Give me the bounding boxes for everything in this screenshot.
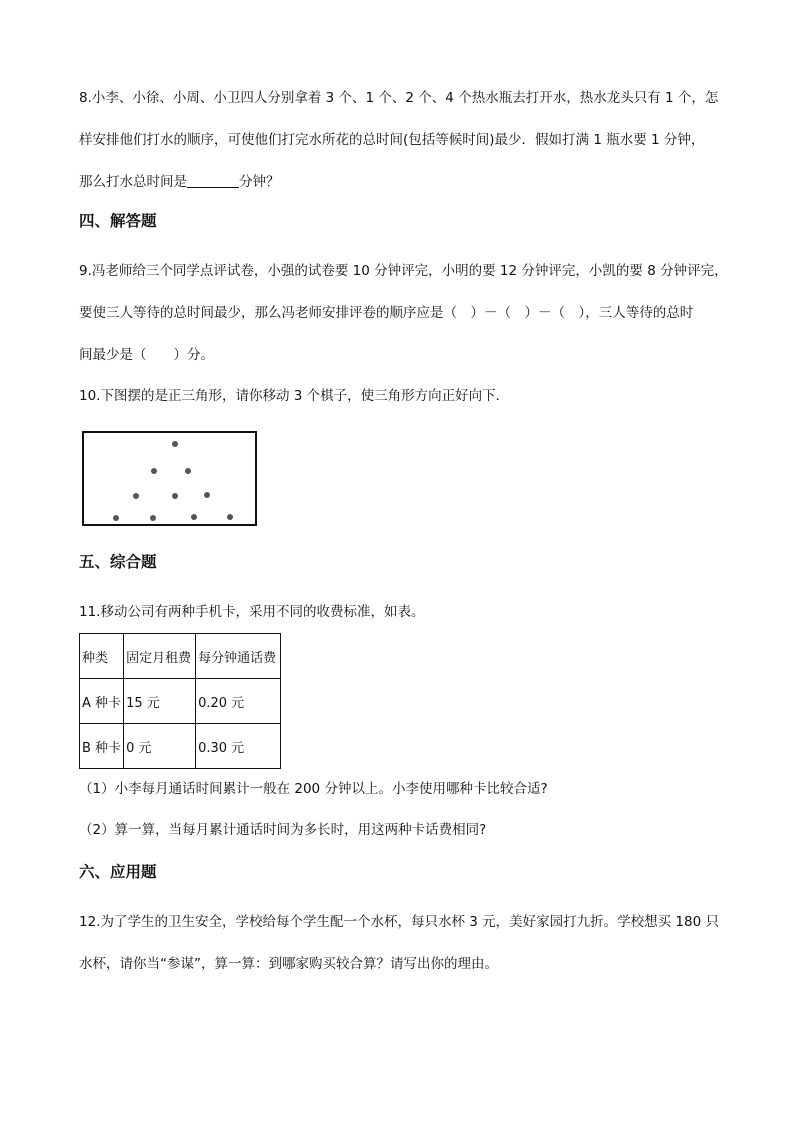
chess-piece[interactable] [191, 514, 197, 520]
table-header-cell: 种类 [80, 634, 124, 679]
chess-piece[interactable] [172, 493, 178, 499]
section-6-heading: 六、应用题 [79, 863, 157, 881]
q8-line-3-before: 那么打水总时间是 [79, 174, 187, 190]
section-4-heading: 四、解答题 [79, 212, 157, 230]
chess-piece[interactable] [204, 492, 210, 498]
chess-piece[interactable] [151, 468, 157, 474]
table-row [80, 679, 281, 724]
triangle-dots-diagram [82, 431, 257, 526]
table-cell: 0.30 元 [196, 724, 281, 769]
q12-line-2: 水杯，请你当“参谋”，算一算：到哪家购买较合算？请写出你的理由。 [79, 956, 498, 972]
q8-line-1: 8.小李、小徐、小周、小卫四人分别拿着 3 个、1 个、2 个、4 个热水瓶去打开水，热水龙头只有 1 个，怎 [79, 90, 719, 106]
section-5-heading: 五、综合题 [79, 553, 157, 571]
table-cell: 0 元 [124, 724, 196, 769]
q9-line-1: 9.冯老师给三个同学点评试卷，小强的试卷要 10 分钟评完，小明的要 12 分钟评完，小凯的要 8 分钟评完， [79, 263, 728, 279]
chess-piece[interactable] [227, 514, 233, 520]
q8-line-3-after: 分钟？ [239, 174, 280, 190]
q10-text: 10.下图摆的是正三角形，请你移动 3 个棋子，使三角形方向正好向下． [79, 388, 510, 404]
q12-line-1: 12.为了学生的卫生安全，学校给每个学生配一个水杯，每只水杯 3 元，美好家园打九折。学校想买 180 只 [79, 914, 719, 930]
q9-line-2: 要使三人等待的总时间最少，那么冯老师安排评卷的顺序应是（ ）－（ ）－（ ），三人等待的总时 [79, 305, 694, 321]
q11-sub-1: （1）小李每月通话时间累计一般在 200 分钟以上。小李使用哪种卡比较合适? [79, 781, 548, 797]
q8-line-3 [79, 172, 280, 192]
chess-piece[interactable] [133, 493, 139, 499]
q8-answer-blank[interactable] [187, 173, 239, 188]
chess-piece[interactable] [150, 515, 156, 521]
q11-intro: 11.移动公司有两种手机卡，采用不同的收费标准，如表。 [79, 604, 425, 620]
q9-line-3: 间最少是（ ）分。 [79, 347, 214, 363]
table-cell: 0.20 元 [196, 679, 281, 724]
q11-sub-2: （2）算一算，当每月累计通话时间为多长时，用这两种卡话费相同? [79, 822, 487, 838]
table-header-row [80, 634, 281, 679]
q8-line-2: 样安排他们打水的顺序，可使他们打完水所花的总时间(包括等候时间)最少．假如打满 1 瓶水要 1 分钟， [79, 132, 705, 148]
fee-table [79, 633, 281, 769]
chess-piece[interactable] [172, 441, 178, 447]
chess-piece[interactable] [113, 515, 119, 521]
table-row [80, 724, 281, 769]
table-header-cell: 每分钟通话费 [196, 634, 281, 679]
chess-piece[interactable] [185, 468, 191, 474]
table-header-cell: 固定月租费 [124, 634, 196, 679]
table-cell: B 种卡 [80, 724, 124, 769]
table-cell: 15 元 [124, 679, 196, 724]
table-cell: A 种卡 [80, 679, 124, 724]
